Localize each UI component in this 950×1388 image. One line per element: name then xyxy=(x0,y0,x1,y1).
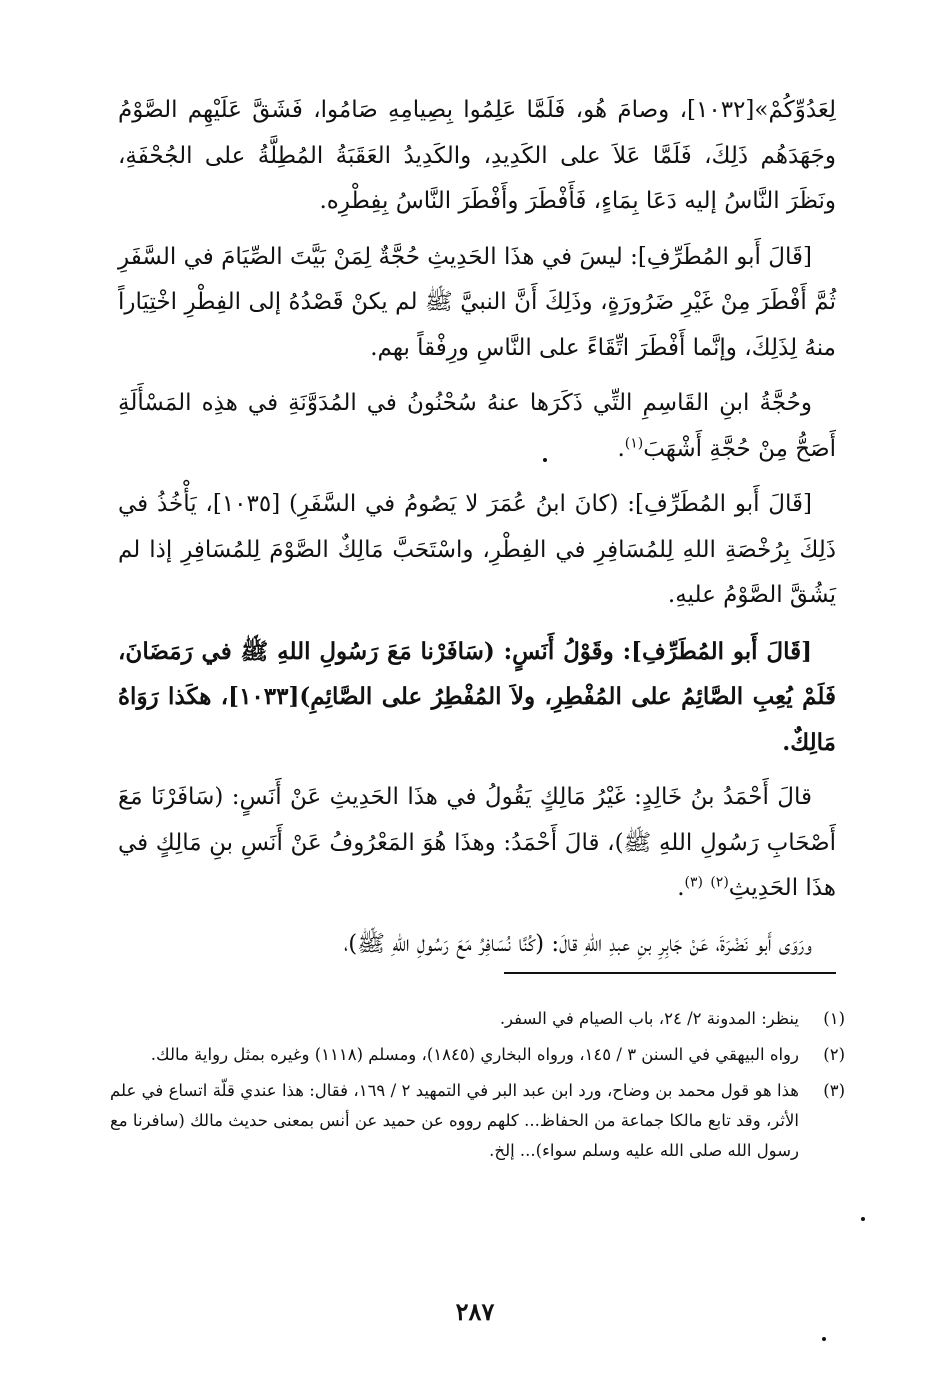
footnotes xyxy=(110,1004,845,1172)
main-text xyxy=(118,88,836,977)
footnote-2 xyxy=(110,1040,845,1070)
footnote-text: رواه البيهقي في السنن ٣ / ١٤٥، ورواه البخاري (١٨٤٥)، ومسلم (١١١٨) وغيره بمثل رواية مالك. xyxy=(150,1045,799,1064)
paragraph-4: [قَالَ أَبو المُطَرِّفِ]: (كانَ ابنُ عُمَرَ لا يَصُومُ في السَّفَرِ) [١٠٣٥]، يَأْخُذُ في ذَلِكَ بِرُخْصَةِ اللهِ لِلمُسَافِرِ في الفِطْرِ، واسْتَحَبَّ مَالِكٌ الصَّوْمَ لِلمُسَافِرِ إذا لم يَشُقَّ الصَّوْمُ عليهِ. xyxy=(118,491,836,608)
footnote-ref-1: (١) xyxy=(624,434,644,451)
footnote-ref-2: (٢) xyxy=(710,874,729,891)
ink-speck xyxy=(543,458,547,462)
paragraph-7: ورَوَى أَبو نَضْرَةَ، عَنْ جَابِرِ بنِ عبدِ اللهِ قالَ: (كُنَّا نُسَافِرُ مَعَ رَسُولِ اللهِ ﷺ)، xyxy=(343,930,812,957)
footnote-1 xyxy=(110,1004,845,1034)
footnote-ref-3: (٣) xyxy=(684,874,703,891)
ink-speck xyxy=(861,1217,865,1221)
footnote-number: (٢) xyxy=(823,1045,845,1064)
footnote-number: (٣) xyxy=(823,1081,845,1100)
ink-speck xyxy=(822,1337,826,1341)
footnote-text: ينظر: المدونة ٢/ ٢٤، باب الصيام في السفر. xyxy=(499,1009,799,1028)
footnote-number: (١) xyxy=(823,1009,845,1028)
footnote-text: هذا هو قول محمد بن وضاح، ورد ابن عبد البر في التمهيد ٢ / ١٦٩، فقال: هذا عندي قلّة اتساع في علم الأثر، وقد تابع مالكا جماعة من الحفاظ... كلهم رووه عن حميد عن أنس بمعنى حديث مالك (سافرنا مع رسول الله صلى الله عليه وسلم سواء)... إلخ. xyxy=(110,1081,799,1160)
page-number: ٢٨٧ xyxy=(455,1297,495,1326)
paragraph-6: قالَ أَحْمَدُ بنُ خَالِدٍ: غَيْرُ مَالِكٍ يَقُولُ في هذَا الحَدِيثِ عَنْ أَنَسٍ: (سَافَرْنَا مَعَ أَصْحَابِ رَسُولِ اللهِ ﷺ)، قالَ أَحْمَدُ: وهذَا هُوَ المَعْرُوفُ عَنْ أَنَسِ بنِ مَالِكٍ في هذَا الحَدِيثِ$^{(٢)}$ $^{(٣)}$. xyxy=(118,784,836,901)
paragraph-3: وحُجَّةُ ابنِ القَاسِمِ التِّي ذَكَرَها عنهُ سُحْنُونُ في المُدَوَّنَةِ في هذِه المَسْأَلَةِ أَصَحُّ مِنْ حُجَّةِ أَشْهَبَ$^{(١)}$. xyxy=(118,390,836,462)
paragraph-5: [قَالَ أَبو المُطَرِّفِ]: وقَوْلُ أَنَسٍ: (سَافَرْنا مَعَ رَسُولِ اللهِ ﷺ في رَمَضَانَ، فَلَمْ يُعِبِ الصَّائِمُ على المُفْطِرِ، ولاَ المُفْطِرُ على الصَّائِمِ)[١٠٣٣]، هكَذا رَوَاهُ مَالِكٌ. xyxy=(118,637,836,756)
paragraph-1: لِعَدُوِّكُمْ»[١٠٣٢]، وصامَ هُو، فَلَمَّا عَلِمُوا بِصِيامِهِ صَامُوا، فَشَقَّ عَلَيْهِم الصَّوْمُ وجَهَدَهُم ذَلِكَ، فَلَمَّا عَلاَ على الكَدِيدِ، والكَدِيدُ العَقَبَةُ المُطِلَّةُ على الجُحْفَةِ، ونَظَرَ النَّاسُ إليه دَعَا بِمَاءٍ، فَأَفْطَرَ وأَفْطَرَ النَّاسُ بِفِطْرِه. xyxy=(118,97,836,214)
paragraph-2: [قَالَ أَبو المُطَرِّفِ]: ليسَ في هذَا الحَدِيثِ حُجَّةٌ لِمَنْ بَيَّتَ الصِّيَامَ في السَّفَرِ ثُمَّ أَفْطَرَ مِنْ غَيْرِ ضَرُورَةٍ، وذَلِكَ أَنَّ النبيَّ ﷺ لم يكنْ قَصْدُهُ إلى الفِطْرِ اخْتِيَاراً منهُ لِذَلِكَ، وإنَّما أَفْطَرَ اتِّقَاءً على النَّاسِ ورِفْقاً بهم. xyxy=(118,243,836,361)
footnote-3 xyxy=(110,1076,845,1166)
footnote-divider xyxy=(504,972,836,974)
